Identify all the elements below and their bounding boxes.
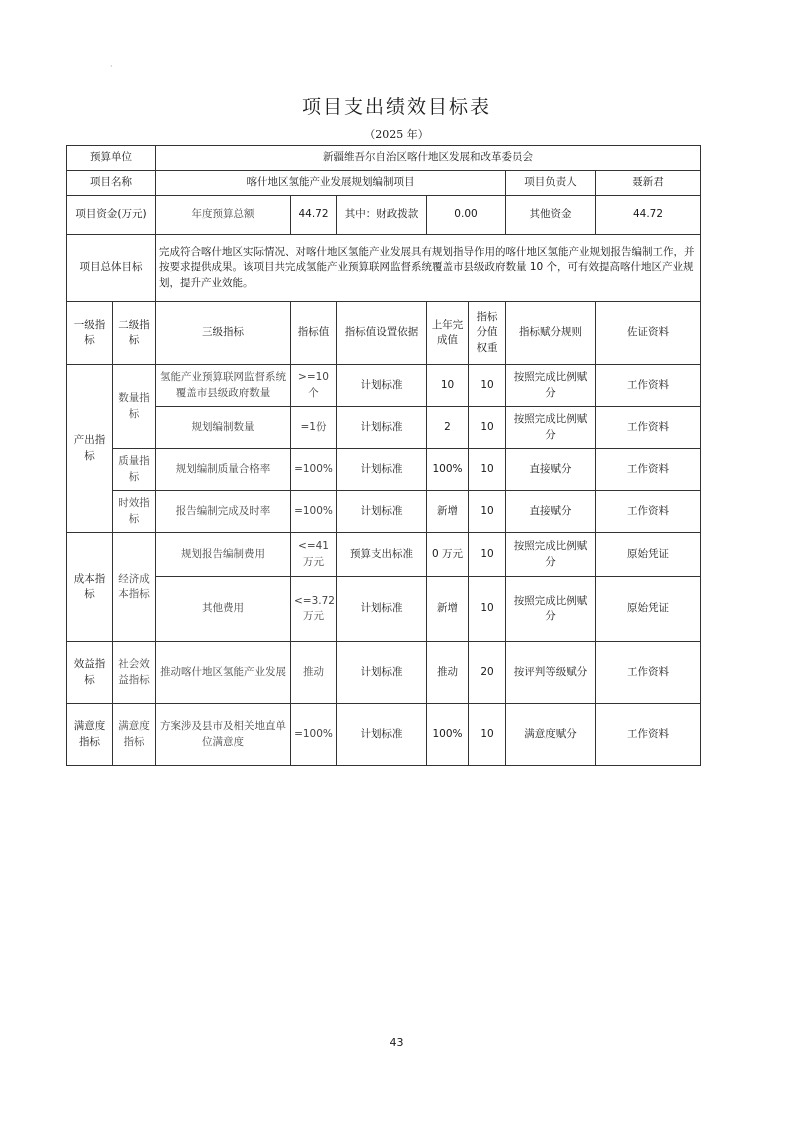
indicator-evidence: 工作资料: [596, 491, 701, 533]
col-rule: 指标赋分规则: [506, 302, 596, 365]
indicator-name: 推动喀什地区氢能产业发展: [156, 642, 291, 704]
indicator-weight: 10: [469, 533, 506, 577]
indicator-evidence: 原始凭证: [596, 577, 701, 642]
indicator-basis: 计划标准: [337, 449, 427, 491]
indicator-name: 其他费用: [156, 577, 291, 642]
fiscal-label: 其中：财政拨款: [337, 196, 427, 235]
indicator-rule: 直接赋分: [506, 449, 596, 491]
other-label: 其他资金: [506, 196, 596, 235]
indicator-last-year: 100%: [427, 449, 469, 491]
indicator-value: =100%: [291, 491, 337, 533]
other-value: 44.72: [596, 196, 701, 235]
indicator-evidence: 工作资料: [596, 704, 701, 766]
indicator-name: 方案涉及县市及相关地直单位满意度: [156, 704, 291, 766]
leader-value: 聂新君: [596, 171, 701, 196]
indicator-weight: 10: [469, 407, 506, 449]
goal-label: 项目总体目标: [67, 235, 156, 302]
indicator-weight: 10: [469, 491, 506, 533]
project-label: 项目名称: [67, 171, 156, 196]
indicator-rule: 按照完成比例赋分: [506, 533, 596, 577]
group-output: 产出指标: [67, 365, 113, 533]
indicator-value: =1份: [291, 407, 337, 449]
col-level2: 二级指标: [113, 302, 156, 365]
indicator-basis: 计划标准: [337, 407, 427, 449]
indicator-last-year: 新增: [427, 577, 469, 642]
project-value: 喀什地区氢能产业发展规划编制项目: [156, 171, 506, 196]
subgroup-economic-cost: 经济成本指标: [113, 533, 156, 642]
funds-label: 项目资金(万元): [67, 196, 156, 235]
col-basis: 指标值设置依据: [337, 302, 427, 365]
subgroup-social-benefit: 社会效益指标: [113, 642, 156, 704]
page-number: 43: [389, 1036, 404, 1049]
indicator-evidence: 工作资料: [596, 365, 701, 407]
indicator-value: 推动: [291, 642, 337, 704]
indicator-weight: 10: [469, 365, 506, 407]
col-level1: 一级指标: [67, 302, 113, 365]
performance-table: [66, 145, 701, 766]
indicator-last-year: 10: [427, 365, 469, 407]
group-satisfaction: 满意度指标: [67, 704, 113, 766]
indicator-last-year: 推动: [427, 642, 469, 704]
indicator-rule: 满意度赋分: [506, 704, 596, 766]
indicator-value: <=3.72万元: [291, 577, 337, 642]
unit-value: 新疆维吾尔自治区喀什地区发展和改革委员会: [156, 146, 701, 171]
indicator-weight: 10: [469, 704, 506, 766]
subgroup-satisfaction: 满意度指标: [113, 704, 156, 766]
goal-text: 完成符合喀什地区实际情况、对喀什地区氢能产业发展具有规划指导作用的喀什地区氢能产业规划报告编制工作，并按要求提供成果。该项目共完成氢能产业预算联网监督系统覆盖市县级政府数量 10 个，可有效提高喀什地区产业规划，提升产业效能。: [156, 235, 701, 302]
annual-label: 年度预算总额: [156, 196, 291, 235]
subgroup-timeliness: 时效指标: [113, 491, 156, 533]
indicator-rule: 直接赋分: [506, 491, 596, 533]
indicator-name: 报告编制完成及时率: [156, 491, 291, 533]
indicator-basis: 预算支出标准: [337, 533, 427, 577]
fiscal-value: 0.00: [427, 196, 506, 235]
indicator-rule: 按照完成比例赋分: [506, 365, 596, 407]
col-value: 指标值: [291, 302, 337, 365]
indicator-basis: 计划标准: [337, 704, 427, 766]
indicator-weight: 10: [469, 449, 506, 491]
col-last-year: 上年完成值: [427, 302, 469, 365]
indicator-weight: 10: [469, 577, 506, 642]
page-title: 项目支出绩效目标表: [301, 96, 491, 118]
indicator-basis: 计划标准: [337, 577, 427, 642]
indicator-evidence: 原始凭证: [596, 533, 701, 577]
indicator-name: 规划编制质量合格率: [156, 449, 291, 491]
col-weight: 指标分值权重: [469, 302, 506, 365]
subgroup-quantity: 数量指标: [113, 365, 156, 449]
indicator-evidence: 工作资料: [596, 449, 701, 491]
indicator-name: 氢能产业预算联网监督系统覆盖市县级政府数量: [156, 365, 291, 407]
indicator-last-year: 新增: [427, 491, 469, 533]
indicator-basis: 计划标准: [337, 491, 427, 533]
leader-label: 项目负责人: [506, 171, 596, 196]
indicator-rule: 按评判等级赋分: [506, 642, 596, 704]
indicator-value: =100%: [291, 704, 337, 766]
indicator-name: 规划报告编制费用: [156, 533, 291, 577]
page-year: （2025 年）: [364, 128, 429, 141]
group-cost: 成本指标: [67, 533, 113, 642]
indicator-value: <=41万元: [291, 533, 337, 577]
annual-value: 44.72: [291, 196, 337, 235]
indicator-last-year: 2: [427, 407, 469, 449]
indicator-evidence: 工作资料: [596, 407, 701, 449]
indicator-rule: 按照完成比例赋分: [506, 407, 596, 449]
indicator-last-year: 100%: [427, 704, 469, 766]
indicator-value: >=10个: [291, 365, 337, 407]
indicator-weight: 20: [469, 642, 506, 704]
col-evidence: 佐证资料: [596, 302, 701, 365]
subgroup-quality: 质量指标: [113, 449, 156, 491]
scan-speck: ·: [110, 62, 113, 71]
indicator-evidence: 工作资料: [596, 642, 701, 704]
col-level3: 三级指标: [156, 302, 291, 365]
indicator-value: =100%: [291, 449, 337, 491]
indicator-basis: 计划标准: [337, 365, 427, 407]
indicator-name: 规划编制数量: [156, 407, 291, 449]
unit-label: 预算单位: [67, 146, 156, 171]
indicator-rule: 按照完成比例赋分: [506, 577, 596, 642]
indicator-basis: 计划标准: [337, 642, 427, 704]
group-benefit: 效益指标: [67, 642, 113, 704]
indicator-last-year: 0 万元: [427, 533, 469, 577]
